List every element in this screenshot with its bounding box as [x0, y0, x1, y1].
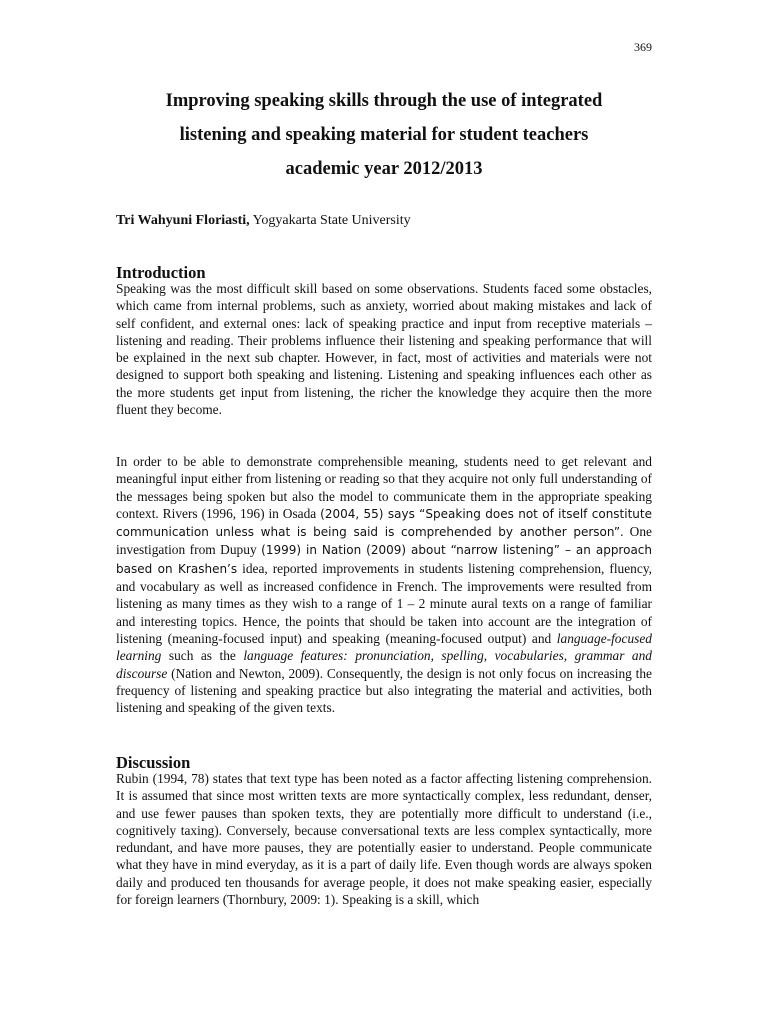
- intro-p2-text-5: (Nation and Newton, 2009). Consequently, the design is not only focus on increasing the frequency of listening and speaking practice but also integrating the material and activities, both listening and speaking of the given texts.: [116, 665, 652, 716]
- intro-p2-quote-dupuy: (1999) in Nation (2009) about “narrow listening” – an approach based on Krashen’s: [116, 543, 653, 576]
- title-line-2: listening and speaking material for student teachers: [179, 125, 589, 145]
- intro-p2-text-3: idea, reported improvements in students listening comprehension, fluency, and vocabulary as well as increased confidence in French. The improvements were resulted from listening as many times as they wish to a range of 1 – 2 minute aural texts on a range of familiar and interesting topics. Hence, the points that should be taken into account are the integration of listening (meaning-focused input) and speaking (meaning-focused output) and: [116, 560, 652, 646]
- title-line-1: Improving speaking skills through the use of integrated: [165, 91, 603, 111]
- discussion-paragraph-1: Rubin (1994, 78) states that text type has been noted as a factor affecting listening comprehension. It is assumed that since most written texts are more syntactically complex, less redundant, denser, and use fewer pauses than spoken texts, they are potentially more difficult to understand (i.e., cognitively taxing). Conversely, because conversational texts are less complex syntactically, more redundant, and have more pauses, they are potentially easier to understand. People communicate what they have in mind everyday, as it is a part of daily life. Even though words are always spoken daily and produced ten thousands for average people, it does not make speaking easier, especially for foreign learners (Thornbury, 2009: 1). Speaking is a skill, which: [116, 771, 652, 908]
- intro-p2-italic-term: language-focused learning: [116, 630, 652, 664]
- paper-title: [116, 84, 652, 186]
- author-line: [116, 213, 411, 229]
- introduction-paragraph-2: [116, 453, 652, 716]
- author-affiliation: Yogyakarta State University: [249, 213, 411, 228]
- introduction-heading: Introduction: [116, 263, 206, 282]
- intro-p2-text-1: In order to be able to demonstrate comprehensible meaning, students need to get relevant and meaningful input either from listening or reading so that they acquire not only full understanding of the messages being spoken but also the model to communicate them in the appropriate speaking context. Rivers (1996, 196) in Osada: [116, 454, 652, 521]
- discussion-heading: Discussion: [116, 753, 191, 772]
- intro-p2-text-4: such as the: [161, 648, 244, 664]
- intro-p2-quote-rivers: (2004, 55) says “Speaking does not of itself constitute communication unless what is being said is comprehended by another person”: [116, 506, 652, 540]
- title-line-3: academic year 2012/2013: [285, 159, 483, 179]
- page-number: 369: [634, 40, 652, 54]
- introduction-paragraph-1: Speaking was the most difficult skill based on some observations. Students faced some obstacles, which came from internal problems, such as anxiety, worried about making mistakes and lack of self confident, and external ones: lack of speaking practice and input from receptive materials – listening and reading. Their problems influence their listening and speaking performance that will be explained in the next sub chapter. However, in fact, most of activities and materials were not designed to support both speaking and listening. Listening and speaking influences each other as the more students get input from listening, the richer the knowledge they acquire then the more fluent they become.: [116, 281, 652, 418]
- paper-page: [116, 0, 652, 1024]
- intro-p2-text-2: . One investigation from Dupuy: [116, 524, 652, 558]
- intro-p2-italic-features: language features: pronunciation, spelling, vocabularies, grammar and discourse: [116, 648, 652, 681]
- author-name: Tri Wahyuni Floriasti,: [116, 213, 250, 228]
